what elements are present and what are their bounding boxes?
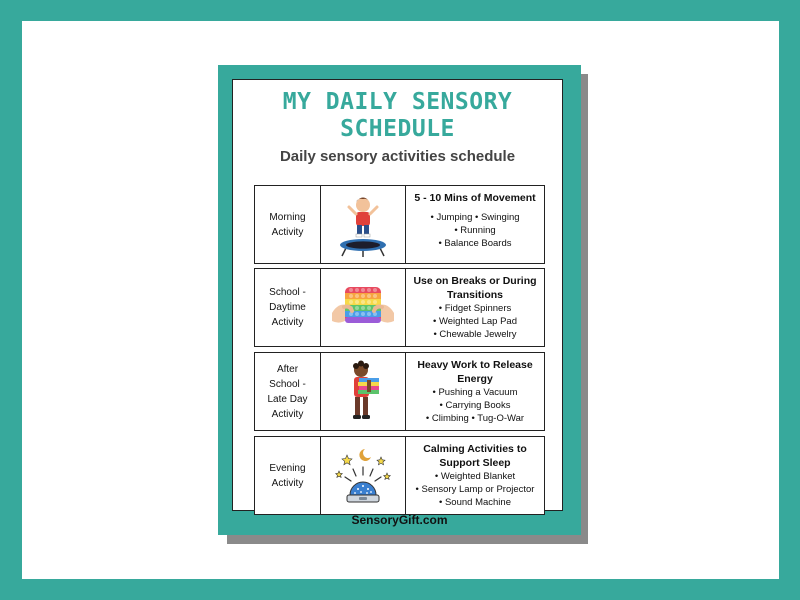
row-item: • Jumping • Swinging — [430, 212, 520, 223]
row-label — [255, 269, 321, 346]
schedule-paper — [232, 79, 563, 511]
row-label-line: School - — [269, 378, 306, 390]
row-heading: Calming Activities to Support Sleep — [423, 443, 527, 469]
page-title-line-1: MY DAILY SENSORY — [282, 89, 513, 115]
row-description — [406, 269, 544, 346]
row-item: • Running — [454, 225, 496, 236]
schedule-sheet — [218, 65, 581, 535]
row-heading: Use on Breaks or During Transitions — [413, 275, 537, 301]
pop-it-fidget-icon — [321, 269, 406, 346]
row-description — [406, 437, 544, 514]
row-label-line: Evening — [269, 462, 306, 474]
schedule-row-morning — [254, 185, 545, 264]
row-item: • Pushing a Vacuum — [432, 387, 518, 398]
row-label-line: School - — [269, 287, 306, 298]
row-label-line: Activity — [271, 317, 304, 328]
row-label — [255, 437, 321, 514]
row-description — [406, 353, 544, 430]
schedule-row-school — [254, 268, 545, 347]
row-item: • Climbing • Tug-O-War — [425, 413, 525, 424]
page-title-line-2: SCHEDULE — [340, 116, 455, 142]
row-heading: Heavy Work to Release Energy — [417, 359, 533, 385]
website-footer: SensoryGift.com — [351, 513, 448, 527]
row-label-line: Morning — [269, 211, 306, 223]
row-description — [406, 186, 544, 263]
row-heading: 5 - 10 Mins of Movement — [414, 192, 536, 204]
row-label-line: After — [276, 363, 299, 375]
row-label-line: Activity — [271, 477, 304, 489]
trampoline-child-icon — [321, 186, 406, 263]
schedule-row-evening — [254, 436, 545, 515]
row-label-line: Daytime — [269, 302, 306, 313]
row-item: • Fidget Spinners — [438, 303, 512, 314]
row-item: • Sound Machine — [439, 497, 511, 508]
row-item: • Chewable Jewelry — [433, 329, 517, 340]
night-projector-lamp-icon — [321, 437, 406, 514]
row-label — [255, 353, 321, 430]
row-item: • Sensory Lamp or Projector — [415, 484, 535, 495]
row-label-line: Activity — [271, 226, 304, 238]
child-carrying-books-icon — [321, 353, 406, 430]
row-item: • Weighted Blanket — [434, 471, 516, 482]
row-item: • Weighted Lap Pad — [433, 316, 517, 327]
row-label-line: Activity — [271, 408, 304, 420]
row-item: • Carrying Books — [439, 400, 511, 411]
schedule-row-after-school — [254, 352, 545, 431]
row-label-line: Late Day — [267, 393, 308, 405]
row-item: • Balance Boards — [438, 238, 512, 249]
page-subtitle: Daily sensory activities schedule — [279, 148, 516, 165]
row-label — [255, 186, 321, 263]
